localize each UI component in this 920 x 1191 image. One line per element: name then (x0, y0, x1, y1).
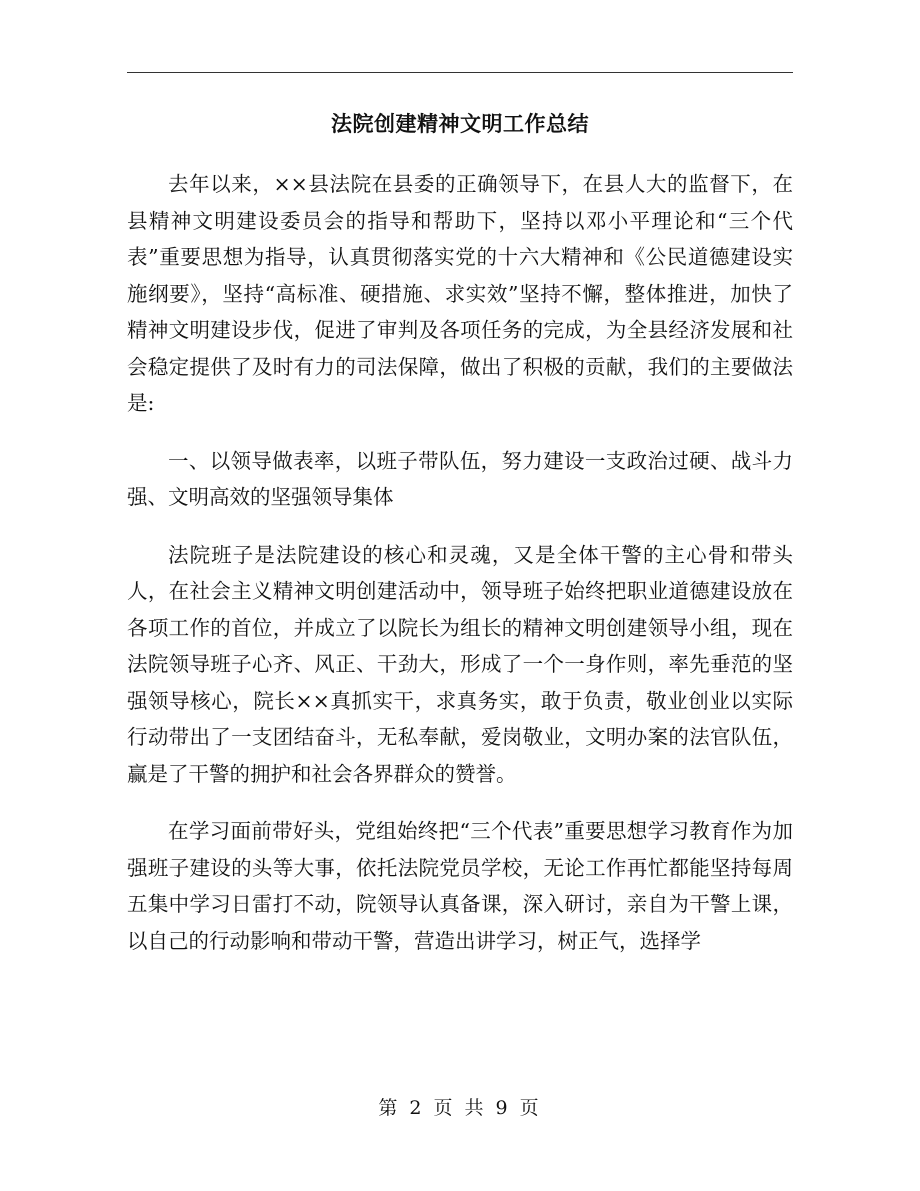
document-title: 法院创建精神文明工作总结 (331, 111, 589, 136)
section-heading-1: 一、以领导做表率，以班子带队伍，努力建设一支政治过硬、战斗力强、文明高效的坚强领导集体 (127, 448, 793, 509)
paragraph-leadership: 法院班子是法院建设的核心和灵魂，又是全体干警的主心骨和带头人，在社会主义精神文明创建活动中，领导班子始终把职业道德建设放在各项工作的首位，并成立了以院长为组长的精神文明创建领导小组，现在法院领导班子心齐、风正、干劲大，形成了一个一身作则，率先垂范的坚强领导核心，院长××真抓实干，求真务实，敢于负责，敬业创业以实际行动带出了一支团结奋斗，无私奉献，爱岗敬业，文明办案的法官队伍，赢是了干警的拥护和社会各界群众的赞誉。 (127, 542, 793, 786)
page-number-footer: 第 2 页 共 9 页 (378, 1097, 542, 1119)
document-body (127, 166, 793, 959)
header-rule (127, 72, 793, 73)
paragraph-intro: 去年以来，××县法院在县委的正确领导下，在县人大的监督下，在县精神文明建设委员会的指导和帮助下，坚持以邓小平理论和“三个代表”重要思想为指导，认真贯彻落实党的十六大精神和《公民道德建设实施纲要》，坚持“高标准、硬措施、求实效”坚持不懈，整体推进，加快了精神文明建设步伐，促进了审判及各项任务的完成，为全县经济发展和社会稳定提供了及时有力的司法保障，做出了积极的贡献，我们的主要做法是: (127, 172, 793, 415)
paragraph-study: 在学习面前带好头，党组始终把“三个代表”重要思想学习教育作为加强班子建设的头等大事，依托法院党员学校，无论工作再忙都能坚持每周五集中学习日雷打不动，院领导认真备课，深入研讨，亲自为干警上课，以自己的行动影响和带动干警，营造出讲学习，树正气，选择学 (127, 819, 793, 953)
